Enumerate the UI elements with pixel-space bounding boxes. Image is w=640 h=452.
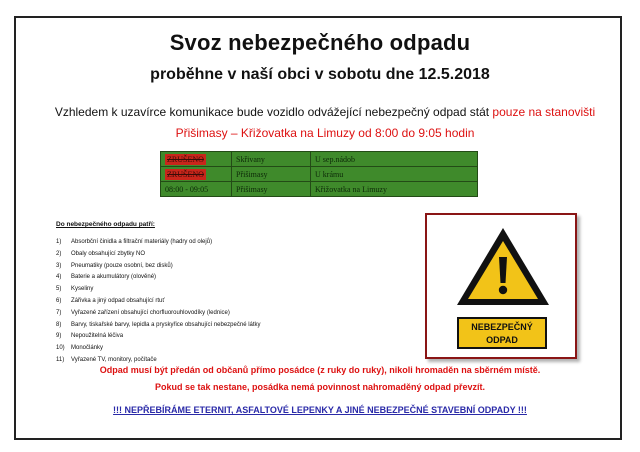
schedule-place: Křižovatka na Limuzy — [311, 182, 478, 197]
schedule-place: U krámu — [311, 167, 478, 182]
handover-notice: Odpad musí být předán od občanů přímo posádce (z ruky do ruky), nikoli hromaděn na sběrném místě. — [99, 365, 541, 375]
list-item: 8) Barvy, tiskařské barvy, lepidla a pryskyřice obsahující nebezpečné látky — [56, 321, 261, 328]
list-item: 9) Nepoužitelná léčiva — [56, 333, 124, 340]
intro-highlight-1: pouze na stanovišti — [492, 105, 596, 119]
list-item: 1) Absorbční činidla a filtrační materiály (hadry od olejů) — [56, 239, 213, 245]
cancelled-badge: ZRUŠENO — [167, 169, 204, 179]
list-item: 3) Pneumatiky (pouze osobní, bez disků) — [56, 262, 173, 269]
list-item: 11) Vyřazené TV, monitory, počítače — [56, 356, 157, 363]
list-item: 5) Kyseliny — [56, 286, 94, 293]
waste-list — [56, 237, 261, 367]
exclusion-notice: !!! NEPŘEBÍRÁME ETERNIT, ASFALTOVÉ LEPENKY A JINÉ NEBEZPEČNÉ STAVEBNÍ ODPADY !!! — [113, 405, 527, 415]
schedule-time — [161, 152, 232, 167]
schedule-place: U sep.nádob — [311, 152, 478, 167]
hazard-label — [457, 317, 547, 349]
schedule-village: Přišimasy — [232, 167, 311, 182]
list-item: 2) Obaly obsahující zbytky NO — [56, 250, 146, 257]
refusal-notice: Pokud se tak nestane, posádka nemá povinnost nahromaděný odpad převzít. — [154, 382, 486, 392]
schedule-village: Přišimasy — [232, 182, 311, 197]
intro-paragraph — [30, 102, 620, 144]
table-row — [161, 182, 478, 197]
exclamation-triangle-icon — [454, 225, 552, 309]
schedule-time — [161, 167, 232, 182]
schedule-time: 08:00 - 09:05 — [161, 182, 232, 197]
list-item: 10) Monočlánky — [56, 345, 104, 352]
waste-list-heading: Do nebezpečného odpadu patří: — [56, 221, 155, 228]
intro-highlight-2: Přišimasy – Křižovatka na Limuzy od 8:00 do 9:05 hodin — [175, 126, 475, 140]
table-row — [161, 167, 478, 182]
page-subtitle: proběhne v naší obci v sobotu dne 12.5.2018 — [150, 66, 490, 83]
page-title: Svoz nebezpečného odpadu — [169, 30, 471, 55]
cancelled-badge: ZRUŠENO — [167, 154, 204, 164]
hazard-label-line1: NEBEZPEČNÝ — [471, 322, 533, 332]
list-item: 7) Vyřazené zařízení obsahující chorfluorouhlovodíky (lednice) — [56, 309, 230, 316]
table-row — [161, 152, 478, 167]
schedule-table — [160, 151, 478, 197]
list-item: 4) Baterie a akumulátory (olověné) — [56, 274, 157, 281]
intro-text: Vzhledem k uzavírce komunikace bude vozidlo odvážející nebezpečný odpad stát — [54, 105, 493, 119]
schedule-village: Skřivany — [232, 152, 311, 167]
hazard-warning-sign — [425, 213, 577, 359]
hazard-label-line2: ODPAD — [486, 335, 518, 345]
list-item: 6) Zářivka a jiný odpad obsahující rtuť — [56, 297, 165, 304]
